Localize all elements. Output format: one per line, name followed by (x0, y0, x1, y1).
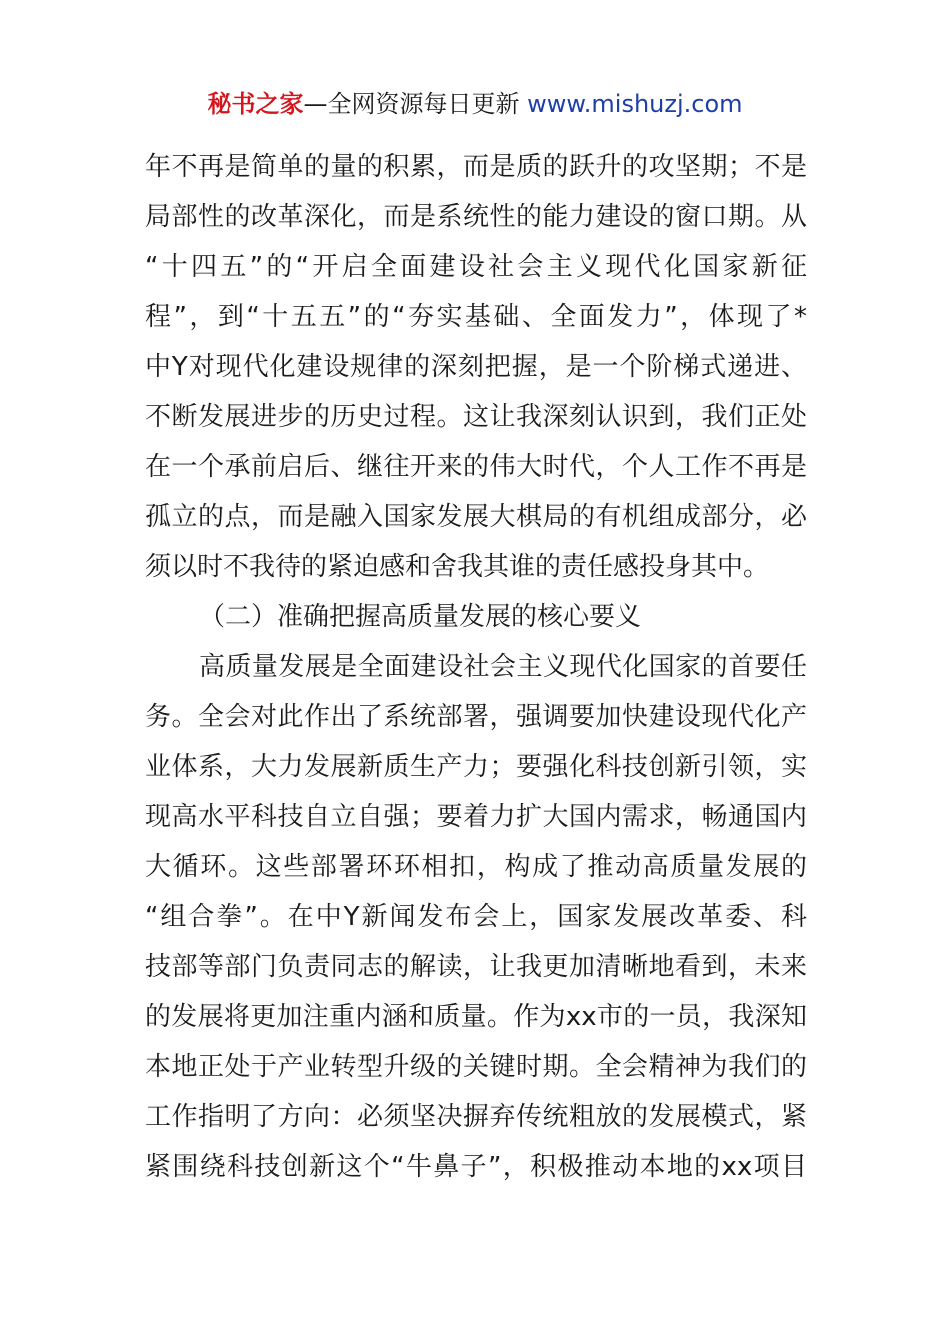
header-tagline: —全网资源每日更新 (303, 90, 528, 118)
paragraph-line: 在一个承前启后、继往开来的伟大时代，个人工作不再是 (145, 452, 807, 482)
paragraph-line: “十四五”的“开启全面建设社会主义现代化国家新征 (145, 252, 807, 282)
section-heading: （二）准确把握高质量发展的核心要义 (199, 602, 642, 632)
paragraph-line: 孤立的点，而是融入国家发展大棋局的有机组成部分，必 (145, 502, 807, 532)
paragraph-line: 年不再是简单的量的积累，而是质的跃升的攻坚期；不是 (145, 152, 807, 182)
paragraph-line: 程”，到“十五五”的“夯实基础、全面发力”，体现了* (145, 302, 807, 332)
website-link[interactable]: www.mishuzj.com (527, 90, 743, 118)
paragraph-line: 业体系，大力发展新质生产力；要强化科技创新引领，实 (145, 752, 807, 782)
paragraph-line: 工作指明了方向：必须坚决摒弃传统粗放的发展模式，紧 (145, 1102, 807, 1132)
paragraph-line: “组合拳”。在中Y新闻发布会上，国家发展改革委、科 (145, 902, 807, 932)
paragraph-line: 中Y对现代化建设规律的深刻把握，是一个阶梯式递进、 (145, 352, 807, 382)
paragraph-line: 现高水平科技自立自强；要着力扩大国内需求，畅通国内 (145, 802, 807, 832)
page-header (0, 86, 950, 122)
brand-name: 秘书之家 (207, 90, 304, 118)
paragraph-line: 局部性的改革深化，而是系统性的能力建设的窗口期。从 (145, 202, 807, 232)
document-body (145, 142, 807, 1192)
paragraph-line: 的发展将更加注重内涵和质量。作为xx市的一员，我深知 (145, 1002, 807, 1032)
paragraph-line: 不断发展进步的历史过程。这让我深刻认识到，我们正处 (145, 402, 807, 432)
paragraph-line: 大循环。这些部署环环相扣，构成了推动高质量发展的 (145, 852, 807, 882)
paragraph-line: 本地正处于产业转型升级的关键时期。全会精神为我们的 (145, 1052, 807, 1082)
paragraph-line: 紧围绕科技创新这个“牛鼻子”，积极推动本地的xx项目 (145, 1152, 807, 1182)
paragraph-line: 技部等部门负责同志的解读，让我更加清晰地看到，未来 (145, 952, 807, 982)
paragraph-line: 须以时不我待的紧迫感和舍我其谁的责任感投身其中。 (145, 552, 770, 582)
paragraph-line: 务。全会对此作出了系统部署，强调要加快建设现代化产 (145, 702, 807, 732)
paragraph-line: 高质量发展是全面建设社会主义现代化国家的首要任 (199, 652, 807, 682)
